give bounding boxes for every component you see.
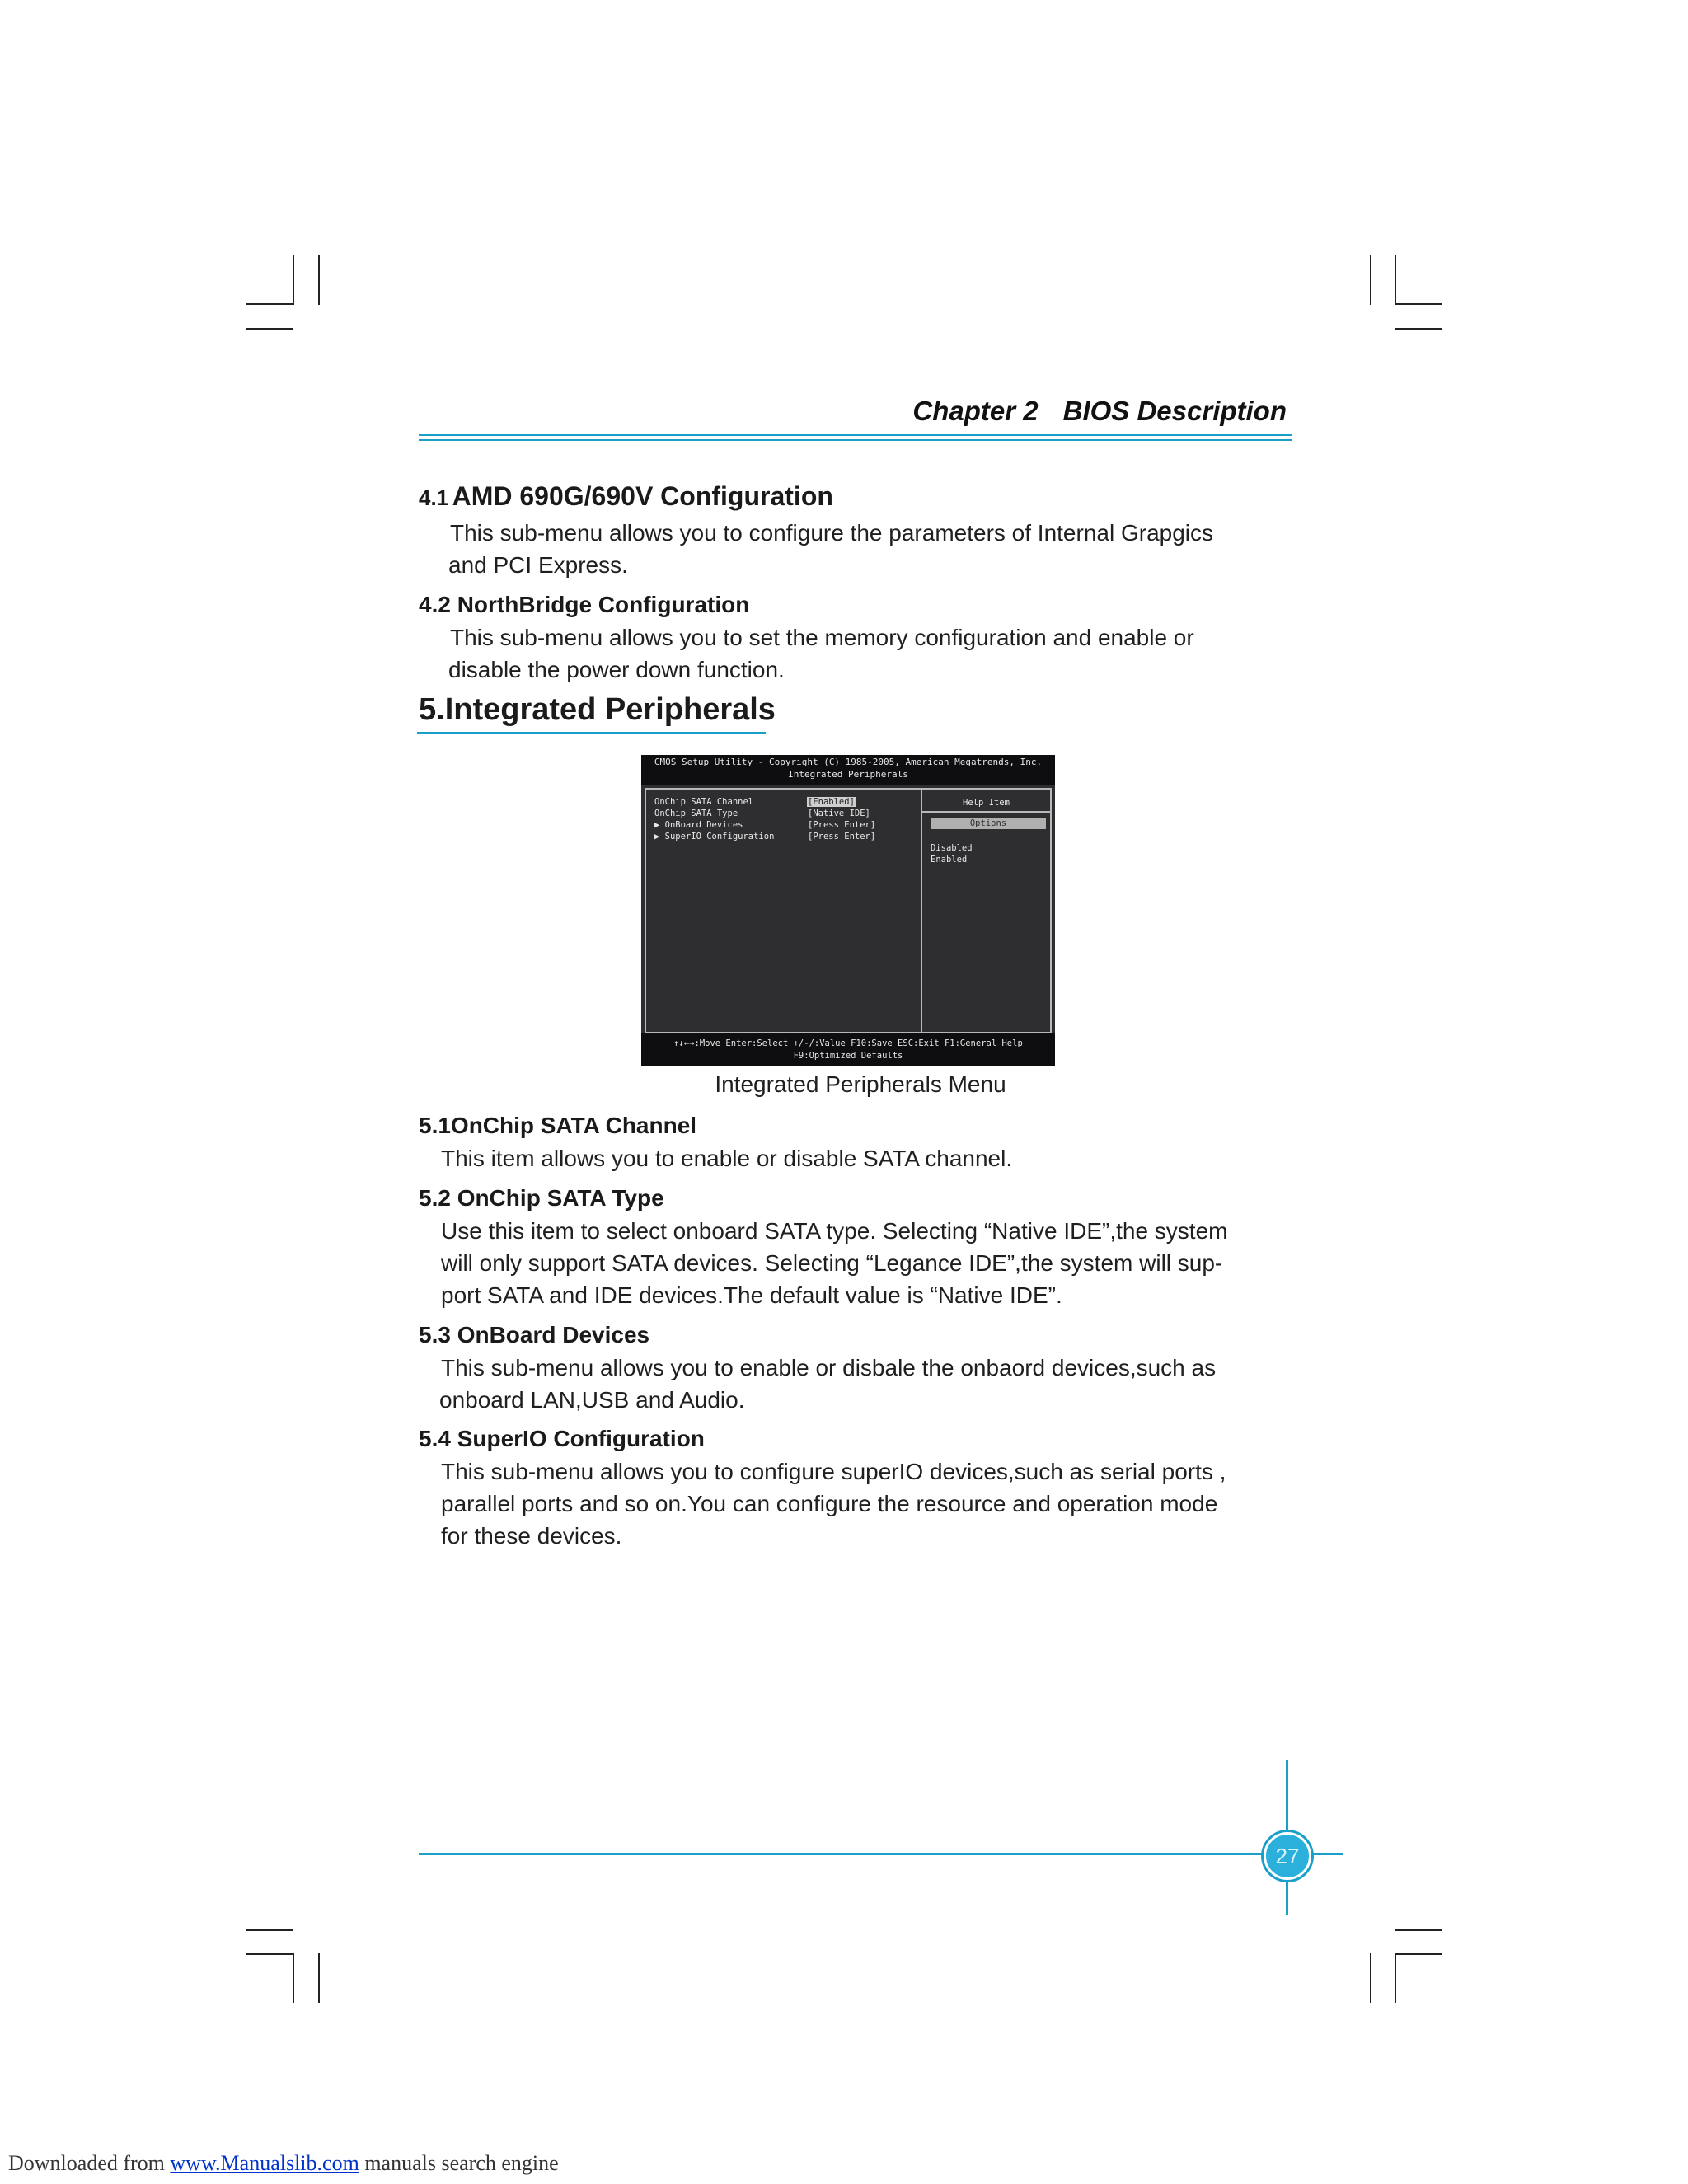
crop-mark: [318, 255, 320, 305]
section-heading: 4.2 NorthBridge Configuration: [419, 592, 750, 617]
paragraph-line: This sub-menu allows you to set the memory configuration and enable or: [450, 625, 1194, 650]
crop-mark: [1395, 255, 1396, 305]
paragraph-line: onboard LAN,USB and Audio.: [439, 1387, 745, 1413]
bios-divider: [921, 788, 922, 1033]
section-heading: [419, 481, 833, 512]
section-body: [439, 1352, 1216, 1416]
bios-screenshot: [641, 755, 1055, 1066]
manualslib-link[interactable]: www.Manualslib.com: [170, 2151, 359, 2175]
paragraph-line: This item allows you to enable or disable SATA channel.: [441, 1146, 1013, 1171]
crop-mark: [246, 1953, 293, 1955]
bios-item-value: [807, 796, 856, 808]
figure-caption: Integrated Peripherals Menu: [715, 1071, 1006, 1097]
paragraph-line: for these devices.: [441, 1523, 622, 1549]
bios-options-bar: Options: [931, 818, 1046, 829]
bios-option: Disabled: [931, 843, 973, 853]
paragraph-line: parallel ports and so on.You can configure the resource and operation mode: [441, 1491, 1218, 1516]
paragraph-line: port SATA and IDE devices.The default value is “Native IDE”.: [441, 1282, 1062, 1308]
download-notice: [8, 2151, 559, 2176]
download-prefix: Downloaded from: [8, 2151, 171, 2175]
section-body: [448, 621, 1194, 686]
section-heading: 5.2 OnChip SATA Type: [419, 1185, 664, 1211]
crop-mark: [318, 1953, 320, 2003]
section-heading: 5.4 SuperIO Configuration: [419, 1426, 705, 1451]
section-heading: 5.1OnChip SATA Channel: [419, 1113, 697, 1138]
crop-mark: [293, 255, 294, 305]
paragraph-line: will only support SATA devices. Selecting “Legance IDE”,the system will sup-: [441, 1250, 1223, 1276]
download-suffix: manuals search engine: [359, 2151, 559, 2175]
bios-item-value: [Native IDE]: [808, 808, 870, 818]
section-number: 4.1: [419, 485, 449, 510]
header-rule: [419, 439, 1292, 441]
bios-menu-title: Integrated Peripherals: [788, 769, 908, 780]
page-number: 27: [1264, 1832, 1311, 1880]
chapter-title: BIOS Description: [1062, 396, 1287, 426]
chapter-section-title: 5.Integrated Peripherals: [419, 692, 776, 727]
crop-mark: [1395, 328, 1442, 330]
paragraph-line: This sub-menu allows you to configure superIO devices,such as serial ports ,: [441, 1459, 1226, 1484]
bios-option: Enabled: [931, 855, 968, 865]
section-body: [448, 517, 1213, 581]
footer-rule: [419, 1853, 1343, 1855]
bios-help-separator: [922, 811, 1050, 813]
crop-mark: [293, 1953, 294, 2003]
crop-mark: [246, 328, 293, 330]
paragraph-line: Use this item to select onboard SATA type. Selecting “Native IDE”,the system: [441, 1218, 1228, 1244]
section-body: [441, 1455, 1226, 1552]
crop-mark: [1395, 1929, 1442, 1931]
paragraph-line: and PCI Express.: [448, 552, 628, 578]
crop-mark: [1395, 303, 1442, 305]
crop-mark: [1395, 1953, 1442, 1955]
crop-mark: [1370, 1953, 1372, 2003]
bios-item-label: ▶ OnBoard Devices: [654, 820, 743, 830]
crop-mark: [246, 1929, 293, 1931]
crop-mark: [1395, 1953, 1396, 2003]
chapter-label: Chapter 2: [912, 396, 1039, 426]
paragraph-line: This sub-menu allows you to configure the parameters of Internal Grapgics: [450, 520, 1214, 546]
header-rule: [419, 434, 1292, 436]
section-body: [441, 1142, 1012, 1174]
paragraph-line: disable the power down function.: [448, 657, 785, 682]
bios-help-title: Help Item: [963, 798, 1010, 808]
bios-item-label: OnChip SATA Channel: [654, 797, 754, 807]
bios-key-help: ↑↓←→:Move Enter:Select +/-/:Value F10:Save ESC:Exit F1:General Help: [673, 1038, 1023, 1048]
section-heading: 5.3 OnBoard Devices: [419, 1322, 650, 1347]
chapter-header: [912, 396, 1287, 427]
bios-copyright: CMOS Setup Utility - Copyright (C) 1985-2005, American Megatrends, Inc.: [654, 757, 1043, 767]
bios-key-help: F9:Optimized Defaults: [793, 1051, 903, 1061]
bios-item-value: [Press Enter]: [808, 832, 876, 841]
section-title: AMD 690G/690V Configuration: [452, 481, 833, 511]
bios-item-label: OnChip SATA Type: [654, 808, 738, 818]
bios-item-value: [Press Enter]: [808, 820, 876, 830]
paragraph-line: This sub-menu allows you to enable or disbale the onbaord devices,such as: [441, 1355, 1217, 1380]
crop-mark: [246, 303, 293, 305]
bios-selected-value: [Enabled]: [808, 797, 855, 807]
section-body: [441, 1215, 1227, 1311]
section-underline: [417, 732, 766, 734]
bios-item-label: ▶ SuperIO Configuration: [654, 832, 775, 841]
crop-mark: [1370, 255, 1372, 305]
